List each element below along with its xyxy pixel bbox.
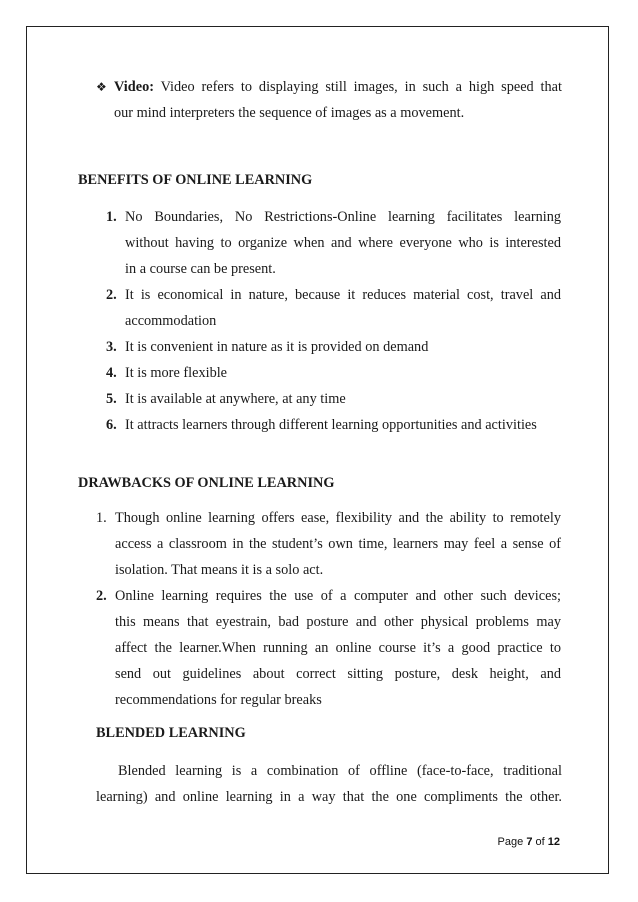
list-item: 3. It is convenient in nature as it is provided on demand bbox=[106, 339, 429, 355]
drawbacks-list: 1. Though online learning offers ease, flexibility and the ability to remotely access a classroom in the student’s own time, learners may feel a sense of isolation. That means it is a solo act. 2. Online learning requires the use of a computer and other such devices; this means that eyestrain, bad posture and other physical problems may affect the learner.When running an online course it’s a good practice to send out guidelines about correct sitting posture, desk height, and recommendations for regular breaks bbox=[96, 505, 562, 713]
blended-line-2: learning) and online learning in a way that the one compliments the other. bbox=[96, 789, 562, 805]
list-item: 6. It attracts learners through different learning opportunities and activities bbox=[106, 417, 537, 433]
page-number-footer: Page 7 of 12 bbox=[497, 836, 560, 848]
video-bullet bbox=[96, 74, 562, 100]
list-item: 1. No Boundaries, No Restrictions-Online learning facilitates learning bbox=[106, 209, 561, 225]
list-item: 4. It is more flexible bbox=[106, 365, 228, 381]
video-term: Video: bbox=[114, 79, 154, 95]
total-pages: 12 bbox=[547, 836, 560, 848]
list-item: 2. Online learning requires the use of a computer and other such devices; bbox=[96, 588, 561, 604]
blended-heading: BLENDED LEARNING bbox=[96, 725, 246, 741]
blended-line-2-wrap bbox=[96, 784, 562, 810]
blended-paragraph bbox=[96, 758, 562, 784]
benefits-list: 1. No Boundaries, No Restrictions-Online learning facilitates learning without having to organize when and where everyone who is interested in a course can be present. 2. It is economical in nature, because it reduces material cost, travel and accommodation 3. It is convenient in nature as it is provided on demand 4. It is more flexible 5. It is available at anywhere, at any time 6. It attracts learners through different learning opportunities and activities bbox=[106, 204, 562, 438]
drawbacks-heading: DRAWBACKS OF ONLINE LEARNING bbox=[78, 475, 335, 491]
video-line-2: our mind interpreters the sequence of images as a movement. bbox=[114, 105, 465, 121]
blended-line-1: Blended learning is a combination of offline (face-to-face, traditional bbox=[118, 763, 562, 779]
video-line-1: Video refers to displaying still images, in such a high speed that bbox=[160, 79, 562, 95]
list-item: 2. It is economical in nature, because it reduces material cost, travel and bbox=[106, 287, 561, 303]
diamond-bullet-icon: ❖ bbox=[96, 80, 107, 94]
list-item: 1. Though online learning offers ease, flexibility and the ability to remotely bbox=[96, 510, 561, 526]
list-item: 5. It is available at anywhere, at any time bbox=[106, 391, 346, 407]
current-page: 7 bbox=[526, 836, 533, 848]
benefits-heading: BENEFITS OF ONLINE LEARNING bbox=[78, 172, 313, 188]
